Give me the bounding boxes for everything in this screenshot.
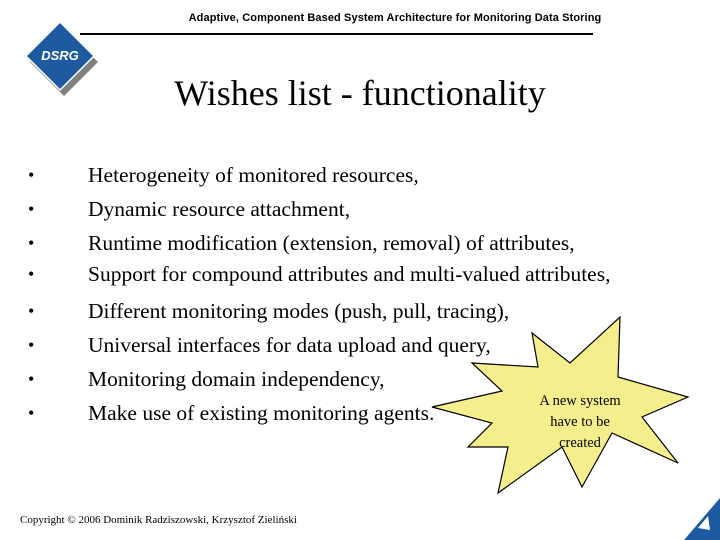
bullet-text: Support for compound attributes and multi-valued attributes,	[88, 262, 611, 286]
bullet-dot: •	[28, 165, 35, 185]
callout-line-3: created	[559, 435, 601, 451]
bullet-item	[28, 158, 658, 192]
callout-text	[510, 391, 650, 454]
bullet-dot: •	[28, 369, 35, 389]
bullet-text: Different monitoring modes (push, pull, tracing),	[88, 299, 510, 323]
bullet-dot: •	[28, 264, 35, 284]
bullet-dot: •	[28, 233, 35, 253]
bullet-item	[28, 192, 658, 226]
bullet-text: Make use of existing monitoring agents.	[88, 401, 435, 425]
logo-text: DSRG	[41, 48, 79, 63]
bullet-dot: •	[28, 403, 35, 423]
bullet-text: Universal interfaces for data upload and query,	[88, 333, 491, 357]
bullet-text: Heterogeneity of monitored resources,	[88, 163, 419, 187]
header-title: Adaptive, Component Based System Architecture for Monitoring Data Storing	[188, 12, 602, 24]
bullet-text: Monitoring domain independency,	[88, 367, 385, 391]
footer-copyright: Copyright © 2006 Dominik Radziszowski, Krzysztof Zieliński	[20, 514, 297, 526]
header-divider	[80, 33, 593, 35]
bullet-dot: •	[28, 199, 35, 219]
callout-line-1: A new system	[539, 393, 621, 409]
bullet-text: Dynamic resource attachment,	[88, 197, 351, 221]
bullet-item	[28, 226, 658, 260]
corner-arrow-icon	[676, 488, 720, 540]
bullet-dot: •	[28, 301, 35, 321]
slide-title: Wishes list - functionality	[174, 73, 546, 113]
bullet-dot: •	[28, 335, 35, 355]
bullet-item	[28, 260, 658, 294]
bullet-text: Runtime modification (extension, removal) of attributes,	[88, 231, 575, 255]
callout-line-2: have to be	[550, 414, 610, 430]
